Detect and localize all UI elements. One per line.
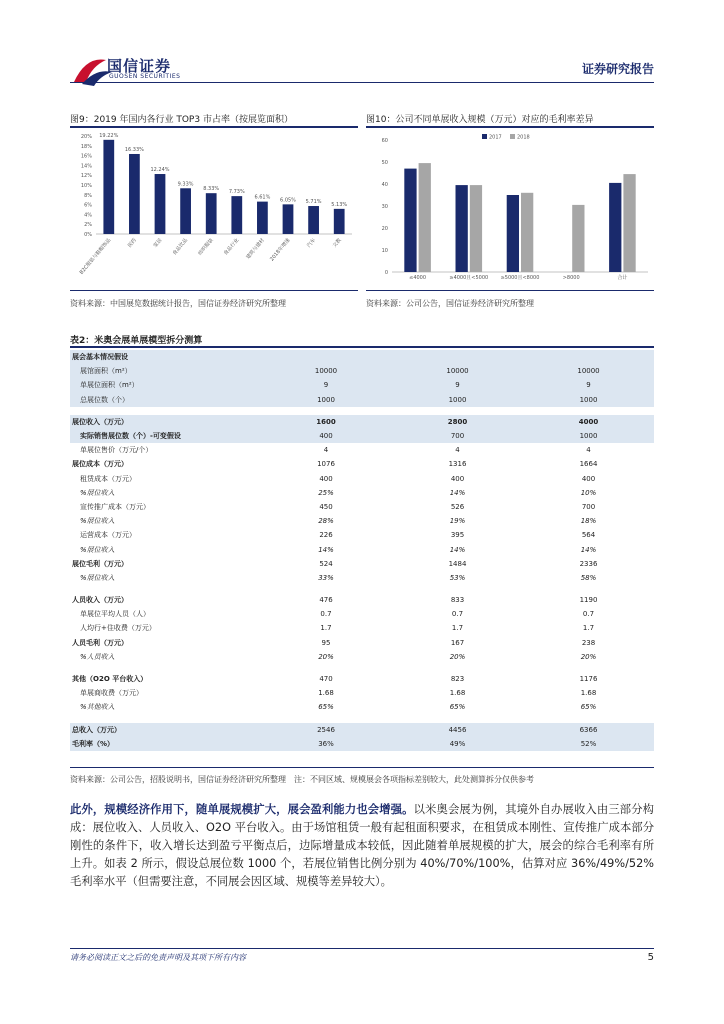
table-spacer [70, 715, 654, 723]
table-row [70, 472, 654, 486]
cell: 20% [449, 652, 466, 661]
cell: 700 [581, 502, 596, 511]
cell: 18% [580, 517, 597, 526]
cell: 226 [319, 531, 333, 540]
cell: 238 [581, 638, 596, 647]
fig10-rule [366, 126, 654, 128]
cell: 833 [450, 596, 465, 605]
row-label: %展位收入 [80, 517, 115, 526]
x-tick-label: 文教 [331, 237, 343, 249]
row-label: 单展商收费（万元） [80, 689, 143, 698]
y-tick-label: 20% [80, 134, 92, 140]
fig10-title: 图10：公司不同单展收入规模（万元）对应的毛利率差异 [366, 115, 594, 125]
row-label: 单展位平均人员（人） [80, 610, 150, 619]
row-label: 实际销售展位数（个）-可变假设 [70, 429, 260, 443]
table-row [70, 650, 654, 664]
footer-divider [70, 948, 654, 949]
data-label: 12.24% [150, 167, 170, 174]
y-tick-label: 10% [80, 183, 92, 189]
table-row [70, 486, 654, 500]
y-tick-label: 0 [384, 270, 388, 276]
table-row [70, 557, 654, 571]
logo-text: 国信证券 [107, 57, 172, 75]
row-label: 租赁成本（万元） [80, 474, 136, 483]
bar [231, 196, 242, 234]
cell: 2546 [260, 723, 392, 737]
cell: 564 [581, 531, 596, 540]
x-tick-label: ≥5000且<8000 [500, 275, 540, 281]
table-row [70, 737, 654, 751]
cell: 2336 [579, 559, 598, 568]
x-tick-label: 纺织服装 [197, 237, 215, 257]
fig9-source: 资料来源：中国展览数据统计报告，国信证券经济研究所整理 [70, 299, 286, 308]
row-label: %其他收入 [80, 703, 115, 712]
bar [521, 193, 533, 272]
cell: 10000 [392, 364, 523, 378]
cell: 14% [449, 488, 466, 497]
section-booth-income: 展位收入（万元） [70, 415, 260, 429]
cell: 1000 [392, 393, 523, 407]
table-row [70, 571, 654, 585]
bar [456, 185, 468, 272]
cell: 526 [450, 502, 465, 511]
row-label: 单展位面积（m²） [70, 378, 260, 392]
fig10-bottom-rule [366, 290, 654, 291]
cell: 400 [260, 429, 392, 443]
section-staff-gp: 人员毛利（万元） [72, 638, 128, 647]
cell: 4 [323, 446, 329, 455]
cell: 20% [580, 652, 597, 661]
data-label: 19.22% [99, 132, 119, 139]
model-table [70, 350, 654, 751]
cell: 52% [523, 737, 654, 751]
cell: 400 [450, 474, 465, 483]
logo-subtext: GUOSEN SECURITIES [109, 73, 181, 80]
cell: 4 [586, 446, 591, 455]
table-bottom-rule [70, 767, 654, 768]
data-label: 7.73% [228, 189, 245, 196]
cell: 400 [319, 474, 333, 483]
cell: 19% [449, 517, 466, 526]
table-row [70, 500, 654, 514]
cell: 1176 [579, 675, 598, 684]
row-label: %人员收入 [80, 652, 115, 661]
x-tick-label: ≤4000 [409, 275, 427, 281]
row-label: %展位收入 [80, 573, 115, 582]
section-total: 总收入（万元） [70, 723, 260, 737]
row-label: 运营成本（万元） [80, 531, 136, 540]
fig9-title: 图9：2019 年国内各行业 TOP3 市占率（按展览面积） [70, 115, 293, 125]
table-row [70, 700, 654, 714]
cell: 58% [580, 573, 597, 582]
cell: 524 [319, 559, 333, 568]
section-staff-income: 人员收入（万元） [72, 596, 128, 605]
legend-label: 2018 [517, 134, 530, 141]
fig9-chart [70, 130, 358, 290]
cell: 4 [455, 446, 460, 455]
cell: 395 [450, 531, 465, 540]
cell: 1000 [523, 429, 654, 443]
y-tick-label: 60 [381, 138, 388, 144]
table-spacer [70, 585, 654, 593]
row-label: 总展位数（个） [70, 393, 260, 407]
cell: 0.7 [451, 610, 464, 619]
row-label: 单展位售价（万元/个） [80, 446, 153, 455]
cell: 1190 [579, 596, 598, 605]
table-spacer [70, 664, 654, 672]
cell: 1000 [523, 393, 654, 407]
y-tick-label: 16% [80, 153, 92, 160]
cell: 1.68 [318, 689, 334, 698]
cell: 400 [581, 474, 596, 483]
cell: 167 [450, 638, 465, 647]
cell: 9 [260, 378, 392, 392]
row-label: 宣传推广成本（万元） [80, 502, 150, 511]
body-paragraph [70, 801, 654, 891]
table-row [70, 364, 654, 378]
cell: 1.7 [582, 624, 595, 633]
section-booth-gp: 展位毛利（万元） [72, 559, 128, 568]
section-other: 其他（O2O 平台收入） [72, 675, 148, 684]
cell: 33% [318, 573, 334, 582]
table-row [70, 542, 654, 556]
paragraph-body: 以米奥会展为例，其境外自办展收入由三部分构成：展位收入、人员收入、O2O 平台收入。由于场馆租赁一般有起租面积要求，在租赁成本刚性、宣传推广成本部分刚性的条件下，收入增长达到盈亏平衡点后，边际增量成本较低，因此随着单展规模的扩大，展会的综合毛利率有所上升。如表 2 所示，假设总展位数 1000 个，若展位销售比例分别为 40%/70%/100%，估算对应 36%/49%/52%毛利率水平（但需要注意，不同展会因区域、规模等差异较大）。 [70, 803, 654, 888]
bar [334, 209, 345, 234]
data-label: 8.33% [203, 186, 220, 193]
cell: 14% [449, 545, 466, 554]
table-row [70, 723, 654, 737]
y-tick-label: 2% [84, 222, 92, 229]
cell: 6366 [523, 723, 654, 737]
bar [155, 174, 166, 234]
y-tick-label: 18% [80, 143, 92, 150]
bar [623, 174, 635, 272]
cell: 10000 [523, 364, 654, 378]
section-booth-cost: 展位成本（万元） [72, 460, 128, 469]
bar [609, 183, 621, 272]
x-tick-label: 医药 [126, 237, 138, 249]
cell: 4456 [392, 723, 523, 737]
y-tick-label: 14% [80, 163, 92, 170]
data-label: 6.61% [254, 194, 271, 201]
bar [572, 205, 584, 272]
table-title: 表2：米奥会展单展模型拆分测算 [70, 336, 203, 346]
cell: 1664 [579, 460, 598, 469]
cell: 14% [318, 545, 334, 554]
cell: 2800 [392, 415, 523, 429]
row-label: 展馆面积（m²） [70, 364, 260, 378]
y-tick-label: 30 [381, 204, 388, 210]
bar [470, 185, 482, 272]
table-row [70, 443, 654, 457]
row-label: %展位收入 [80, 545, 115, 554]
bar [419, 163, 431, 272]
fig9-bottom-rule [70, 290, 358, 291]
bar [507, 195, 519, 272]
table-row [70, 636, 654, 650]
x-tick-label: 家居 [152, 237, 164, 249]
cell: 470 [319, 675, 333, 684]
paragraph-lead: 此外，规模经济作用下，随单展规模扩大，展会盈利能力也会增强。 [70, 803, 414, 816]
section-margin: 毛利率（%） [70, 737, 260, 751]
data-label: 5.13% [331, 201, 348, 208]
table-row [70, 457, 654, 471]
x-tick-label: 合计 [617, 275, 628, 281]
y-tick-label: 4% [84, 212, 92, 219]
data-label: 9.33% [177, 181, 194, 188]
table-row [70, 686, 654, 700]
bar [308, 206, 319, 234]
table-row [70, 593, 654, 607]
cell: 25% [318, 488, 334, 497]
cell: 65% [318, 703, 334, 712]
x-tick-label: ≥4000且<5000 [449, 275, 489, 281]
fig10-chart [366, 130, 654, 290]
y-tick-label: 0% [84, 232, 92, 238]
row-label: %展位收入 [80, 488, 115, 497]
cell: 700 [392, 429, 523, 443]
y-tick-label: 6% [84, 202, 92, 209]
bar [404, 169, 416, 272]
table-source: 资料来源：公司公告，招股说明书，国信证券经济研究所整理 注：不同区域、规模展会各项指标差别较大，此处测算拆分仅供参考 [70, 775, 534, 784]
cell: 28% [318, 517, 334, 526]
footer-disclaimer: 请务必阅读正文之后的免责声明及其项下所有内容 [70, 953, 246, 962]
cell: 65% [580, 703, 597, 712]
y-tick-label: 40 [381, 182, 388, 188]
x-tick-label: >8000 [562, 275, 580, 281]
x-tick-label: 2018年增速 [269, 237, 292, 263]
fig9-rule [70, 126, 358, 128]
bar [257, 202, 268, 234]
y-tick-label: 20 [381, 226, 388, 232]
table-top-rule [70, 346, 654, 348]
x-tick-label: 食品饮品 [171, 237, 190, 257]
cell: 1.68 [449, 689, 466, 698]
cell: 36% [260, 737, 392, 751]
cell: 14% [580, 545, 597, 554]
x-tick-label: 建筑与建材 [245, 237, 266, 261]
table-row [70, 672, 654, 686]
cell: 10% [580, 488, 597, 497]
bar [129, 154, 140, 234]
cell: 65% [449, 703, 466, 712]
x-tick-label: 汽车 [306, 237, 318, 249]
data-label: 6.05% [280, 197, 296, 204]
y-tick-label: 12% [80, 173, 92, 180]
cell: 4000 [523, 415, 654, 429]
cell: 20% [318, 652, 334, 661]
table-row [70, 621, 654, 635]
report-type: 证券研究报告 [581, 62, 654, 76]
x-tick-label: B2C服装与鞋帽饰品 [78, 237, 113, 276]
table-row [70, 607, 654, 621]
table-row [70, 514, 654, 528]
cell: 1484 [448, 559, 467, 568]
header-divider [70, 82, 654, 83]
bar [180, 188, 191, 234]
bar [283, 204, 294, 234]
cell: 823 [450, 675, 465, 684]
table-spacer [70, 407, 654, 415]
cell: 95 [321, 638, 331, 647]
y-tick-label: 50 [381, 160, 388, 166]
table-row [70, 393, 654, 407]
legend-swatch [482, 134, 487, 139]
cell: 49% [392, 737, 523, 751]
section-basic: 展会基本情况假设 [70, 350, 260, 364]
cell: 1076 [317, 460, 335, 469]
cell: 9 [392, 378, 523, 392]
y-tick-label: 10 [381, 248, 388, 254]
legend-swatch [510, 134, 515, 139]
cell: 10000 [260, 364, 392, 378]
data-label: 16.33% [124, 146, 144, 153]
bar [103, 140, 114, 234]
cell: 1.7 [320, 624, 332, 633]
cell: 1600 [260, 415, 392, 429]
row-label: 人均行+住收费（万元） [80, 624, 156, 633]
cell: 1000 [260, 393, 392, 407]
cell: 9 [523, 378, 654, 392]
legend-label: 2017 [489, 134, 502, 141]
cell: 476 [319, 596, 333, 605]
table-row [70, 429, 654, 443]
y-tick-label: 8% [84, 192, 92, 199]
cell: 1.68 [580, 689, 597, 698]
cell: 1.7 [451, 624, 464, 633]
table-row [70, 528, 654, 542]
table-row [70, 415, 654, 429]
x-tick-label: 食品行业 [222, 237, 241, 257]
cell: 0.7 [320, 610, 332, 619]
fig10-source: 资料来源：公司公告，国信证券经济研究所整理 [366, 299, 534, 308]
cell: 0.7 [582, 610, 595, 619]
cell: 1316 [448, 460, 467, 469]
cell: 53% [449, 573, 466, 582]
table-row [70, 350, 654, 364]
data-label: 5.71% [305, 199, 322, 206]
table-row [70, 378, 654, 392]
page-number: 5 [647, 952, 654, 963]
cell: 450 [319, 502, 333, 511]
bar [206, 193, 217, 234]
